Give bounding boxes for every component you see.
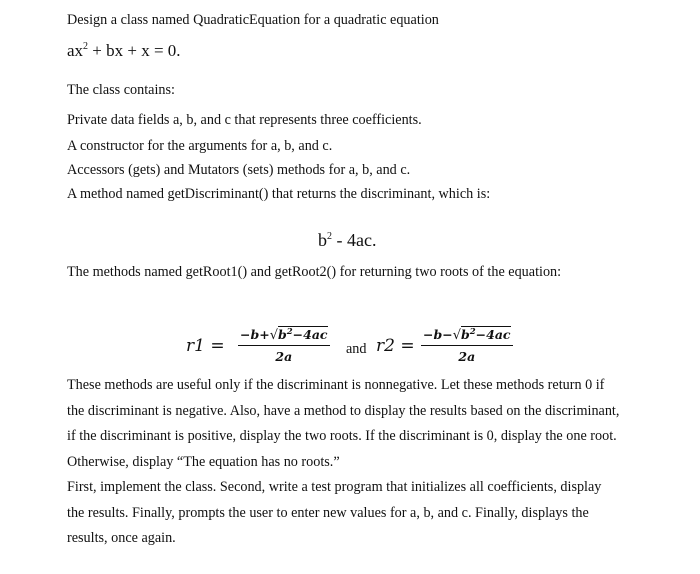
r2-fraction — [421, 327, 513, 364]
r2-variable: r2 — [376, 336, 395, 356]
r1-rad-exp: 2 — [286, 327, 293, 337]
r1-radicand — [278, 326, 328, 342]
r1-rad-b: b — [277, 327, 287, 342]
paragraph2-line: First, implement the class. Second, write a test program that initializes all coefficients, display — [67, 479, 602, 495]
r2-equals: = — [394, 336, 415, 356]
class-contains-heading: The class contains: — [67, 82, 175, 98]
disc-exponent: 2 — [327, 231, 332, 242]
r1-numerator — [238, 327, 330, 346]
discriminant-formula — [318, 230, 376, 251]
paragraph1-line: if the discriminant is positive, display the two roots. If the discriminant is 0, display the one root. — [67, 428, 617, 444]
bullet-accessors: Accessors (gets) and Mutators (sets) methods for a, b, and c. — [67, 162, 411, 178]
r2-numerator — [421, 327, 513, 346]
r2-rad-exp: 2 — [469, 327, 476, 337]
bullet-constructor: A constructor for the arguments for a, b, and c. — [67, 138, 333, 154]
sqrt-icon: √ — [269, 328, 278, 343]
r2-rad-b: b — [460, 327, 470, 342]
r1-equals: = — [204, 336, 225, 356]
eq-exponent: 2 — [83, 41, 89, 52]
disc-base: b — [318, 230, 327, 250]
r1-variable: r1 — [186, 336, 205, 356]
r1-denominator: 2a — [275, 349, 293, 364]
r1-rad-rest: −4ac — [292, 327, 328, 342]
paragraph1-line: Otherwise, display “The equation has no roots.” — [67, 454, 340, 470]
r1-label — [186, 336, 225, 356]
intro-text: Design a class named QuadraticEquation for a quadratic equation — [67, 12, 439, 28]
r2-label — [376, 336, 415, 356]
disc-rest: - 4ac. — [332, 230, 377, 250]
eq-rest: + bx + x = 0. — [88, 41, 181, 60]
r1-num-sign: −b+ — [240, 327, 270, 342]
r2-rad-rest: −4ac — [475, 327, 511, 342]
quadratic-equation — [67, 41, 181, 61]
r1-fraction — [238, 327, 330, 364]
paragraph2-line: the results. Finally, prompts the user to enter new values for a, b, and c. Finally, displays the — [67, 505, 589, 521]
paragraph1-line: the discriminant is negative. Also, have a method to display the results based on the discriminant, — [67, 403, 620, 419]
r2-denominator: 2a — [458, 349, 476, 364]
paragraph2-line: results, once again. — [67, 530, 176, 546]
bullet-data-fields: Private data fields a, b, and c that represents three coefficients. — [67, 112, 422, 128]
eq-ax: ax — [67, 41, 84, 60]
sqrt-icon: √ — [452, 328, 461, 343]
paragraph1-line: These methods are useful only if the discriminant is nonnegative. Let these methods return 0 if — [67, 377, 605, 393]
bullet-discriminant-method: A method named getDiscriminant() that returns the discriminant, which is: — [67, 186, 491, 202]
r2-num-sign: −b− — [423, 327, 453, 342]
and-text: and — [346, 341, 367, 357]
r2-radicand — [461, 326, 511, 342]
roots-intro-text: The methods named getRoot1() and getRoot2() for returning two roots of the equation: — [67, 264, 562, 280]
